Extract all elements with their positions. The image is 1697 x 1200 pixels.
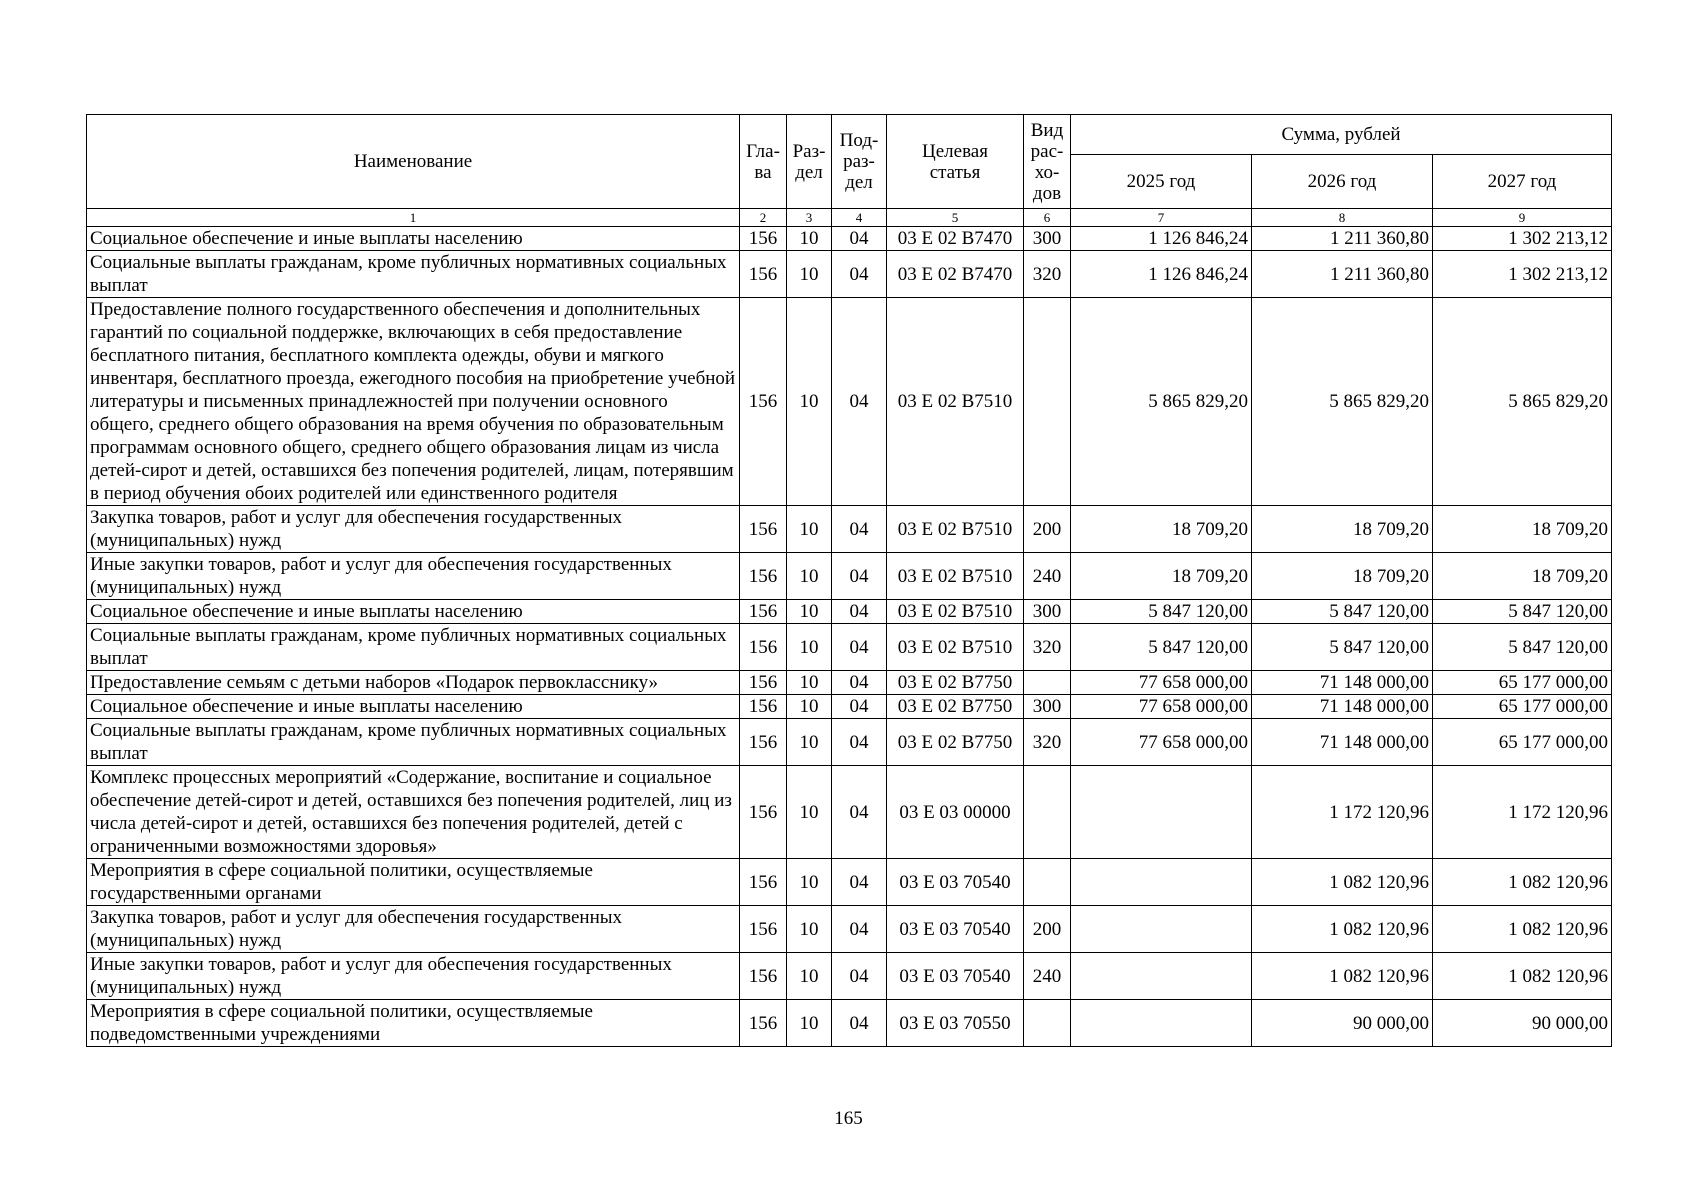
- row-celevaya-statya: 03 Е 02 В7510: [887, 600, 1024, 624]
- row-podrazdel: 04: [832, 695, 887, 719]
- row-name: Социальное обеспечение и иные выплаты населению: [87, 695, 740, 719]
- column-number: 8: [1252, 209, 1433, 227]
- row-razdel: 10: [787, 1000, 832, 1047]
- row-vid-rashodov: 200: [1024, 906, 1071, 953]
- header-razdel: Раз- дел: [787, 115, 832, 209]
- row-podrazdel: 04: [832, 719, 887, 766]
- row-sum-2027: 5 847 120,00: [1433, 600, 1612, 624]
- row-glava: 156: [740, 695, 787, 719]
- row-glava: 156: [740, 953, 787, 1000]
- row-name: Иные закупки товаров, работ и услуг для обеспечения государственных (муниципальных) нужд: [87, 953, 740, 1000]
- row-razdel: 10: [787, 695, 832, 719]
- row-podrazdel: 04: [832, 600, 887, 624]
- table-row: [87, 695, 1612, 719]
- row-razdel: 10: [787, 506, 832, 553]
- row-sum-2025: 77 658 000,00: [1071, 719, 1252, 766]
- row-name: Предоставление семьям с детьми наборов «Подарок первокласснику»: [87, 671, 740, 695]
- table-row: [87, 298, 1612, 506]
- row-glava: 156: [740, 719, 787, 766]
- row-vid-rashodov: [1024, 859, 1071, 906]
- row-celevaya-statya: 03 Е 02 В7510: [887, 624, 1024, 671]
- row-name: Социальное обеспечение и иные выплаты населению: [87, 227, 740, 251]
- row-sum-2027: 18 709,20: [1433, 553, 1612, 600]
- header-summa: Сумма, рублей: [1071, 115, 1612, 155]
- row-podrazdel: 04: [832, 1000, 887, 1047]
- row-sum-2027: 1 172 120,96: [1433, 766, 1612, 859]
- row-vid-rashodov: [1024, 671, 1071, 695]
- row-podrazdel: 04: [832, 251, 887, 298]
- row-sum-2025: [1071, 859, 1252, 906]
- row-sum-2025: 18 709,20: [1071, 553, 1252, 600]
- header-celevaya-statya: Целевая статья: [887, 115, 1024, 209]
- row-sum-2025: [1071, 1000, 1252, 1047]
- row-sum-2025: 1 126 846,24: [1071, 227, 1252, 251]
- row-glava: 156: [740, 251, 787, 298]
- row-celevaya-statya: 03 Е 02 В7470: [887, 251, 1024, 298]
- row-podrazdel: 04: [832, 906, 887, 953]
- row-sum-2027: 65 177 000,00: [1433, 695, 1612, 719]
- table-row: [87, 600, 1612, 624]
- row-sum-2026: 18 709,20: [1252, 506, 1433, 553]
- row-vid-rashodov: [1024, 298, 1071, 506]
- table-header: [87, 115, 1612, 227]
- row-razdel: 10: [787, 671, 832, 695]
- row-vid-rashodov: [1024, 766, 1071, 859]
- table-row: [87, 671, 1612, 695]
- row-celevaya-statya: 03 Е 02 В7510: [887, 298, 1024, 506]
- row-glava: 156: [740, 553, 787, 600]
- row-sum-2027: 1 082 120,96: [1433, 859, 1612, 906]
- row-glava: 156: [740, 506, 787, 553]
- header-year-2026: 2026 год: [1252, 155, 1433, 209]
- row-sum-2026: 1 211 360,80: [1252, 251, 1433, 298]
- row-sum-2027: 65 177 000,00: [1433, 719, 1612, 766]
- row-razdel: 10: [787, 298, 832, 506]
- column-numbers-row: [87, 209, 1612, 227]
- row-glava: 156: [740, 671, 787, 695]
- row-podrazdel: 04: [832, 298, 887, 506]
- row-celevaya-statya: 03 Е 03 70550: [887, 1000, 1024, 1047]
- row-razdel: 10: [787, 859, 832, 906]
- row-vid-rashodov: 300: [1024, 227, 1071, 251]
- page-number: 165: [834, 1108, 863, 1129]
- row-name: Социальные выплаты гражданам, кроме публичных нормативных социальных выплат: [87, 624, 740, 671]
- table-row: [87, 906, 1612, 953]
- header-name: Наименование: [87, 115, 740, 209]
- column-number: 9: [1433, 209, 1612, 227]
- table-row: [87, 719, 1612, 766]
- row-sum-2025: 18 709,20: [1071, 506, 1252, 553]
- row-sum-2025: [1071, 766, 1252, 859]
- row-vid-rashodov: [1024, 1000, 1071, 1047]
- row-sum-2026: 90 000,00: [1252, 1000, 1433, 1047]
- row-celevaya-statya: 03 Е 03 70540: [887, 906, 1024, 953]
- row-name: Социальное обеспечение и иные выплаты населению: [87, 600, 740, 624]
- row-name: Мероприятия в сфере социальной политики, осуществляемые государственными органами: [87, 859, 740, 906]
- row-vid-rashodov: 320: [1024, 624, 1071, 671]
- table-body: [87, 227, 1612, 1047]
- row-sum-2027: 1 302 213,12: [1433, 251, 1612, 298]
- column-number: 7: [1071, 209, 1252, 227]
- table-row: [87, 624, 1612, 671]
- row-sum-2025: [1071, 906, 1252, 953]
- row-glava: 156: [740, 906, 787, 953]
- row-sum-2026: 18 709,20: [1252, 553, 1433, 600]
- column-number: 2: [740, 209, 787, 227]
- header-year-2025: 2025 год: [1071, 155, 1252, 209]
- row-celevaya-statya: 03 Е 02 В7510: [887, 506, 1024, 553]
- row-sum-2025: [1071, 953, 1252, 1000]
- row-podrazdel: 04: [832, 227, 887, 251]
- row-podrazdel: 04: [832, 553, 887, 600]
- table-row: [87, 953, 1612, 1000]
- row-sum-2025: 1 126 846,24: [1071, 251, 1252, 298]
- table-row: [87, 766, 1612, 859]
- row-razdel: 10: [787, 553, 832, 600]
- row-glava: 156: [740, 1000, 787, 1047]
- row-sum-2026: 1 172 120,96: [1252, 766, 1433, 859]
- row-sum-2026: 1 082 120,96: [1252, 859, 1433, 906]
- row-podrazdel: 04: [832, 859, 887, 906]
- budget-table: [86, 114, 1612, 1047]
- row-razdel: 10: [787, 624, 832, 671]
- row-sum-2025: 77 658 000,00: [1071, 695, 1252, 719]
- row-celevaya-statya: 03 Е 02 В7750: [887, 719, 1024, 766]
- row-sum-2026: 1 082 120,96: [1252, 953, 1433, 1000]
- row-sum-2026: 1 211 360,80: [1252, 227, 1433, 251]
- row-name: Предоставление полного государственного обеспечения и дополнительных гарантий по социальной поддержке, включающих в себя предоставление бесплатного питания, бесплатного комплекта одежды, обуви и мягкого инвентаря, бесплатного проезда, ежегодного пособия на приобретение учебной литературы и письменных принадлежностей при получении основного общего, среднего общего образования на время обучения по образовательным программам основного общего, среднего общего образования лицам из числа детей-сирот и детей, оставшихся без попечения родителей, лицам, потерявшим в период обучения обоих родителей или единственного родителя: [87, 298, 740, 506]
- row-podrazdel: 04: [832, 953, 887, 1000]
- row-podrazdel: 04: [832, 506, 887, 553]
- row-glava: 156: [740, 766, 787, 859]
- row-podrazdel: 04: [832, 766, 887, 859]
- row-sum-2027: 1 302 213,12: [1433, 227, 1612, 251]
- row-vid-rashodov: 200: [1024, 506, 1071, 553]
- row-celevaya-statya: 03 Е 02 В7750: [887, 695, 1024, 719]
- table-row: [87, 251, 1612, 298]
- row-name: Мероприятия в сфере социальной политики, осуществляемые подведомственными учреждениями: [87, 1000, 740, 1047]
- row-sum-2027: 5 865 829,20: [1433, 298, 1612, 506]
- row-sum-2025: 5 847 120,00: [1071, 600, 1252, 624]
- row-vid-rashodov: 320: [1024, 719, 1071, 766]
- row-glava: 156: [740, 298, 787, 506]
- row-celevaya-statya: 03 Е 02 В7510: [887, 553, 1024, 600]
- row-sum-2027: 1 082 120,96: [1433, 906, 1612, 953]
- table-row: [87, 506, 1612, 553]
- row-celevaya-statya: 03 Е 02 В7750: [887, 671, 1024, 695]
- row-sum-2026: 5 865 829,20: [1252, 298, 1433, 506]
- header-podrazdel: Под- раз- дел: [832, 115, 887, 209]
- column-number: 1: [87, 209, 740, 227]
- row-sum-2026: 5 847 120,00: [1252, 624, 1433, 671]
- row-sum-2026: 71 148 000,00: [1252, 695, 1433, 719]
- column-number: 4: [832, 209, 887, 227]
- column-number: 6: [1024, 209, 1071, 227]
- column-number: 3: [787, 209, 832, 227]
- row-glava: 156: [740, 600, 787, 624]
- row-sum-2026: 71 148 000,00: [1252, 719, 1433, 766]
- row-razdel: 10: [787, 953, 832, 1000]
- table-row: [87, 859, 1612, 906]
- row-podrazdel: 04: [832, 624, 887, 671]
- row-name: Закупка товаров, работ и услуг для обеспечения государственных (муниципальных) нужд: [87, 906, 740, 953]
- row-razdel: 10: [787, 600, 832, 624]
- row-sum-2027: 90 000,00: [1433, 1000, 1612, 1047]
- row-vid-rashodov: 240: [1024, 953, 1071, 1000]
- header-glava: Гла- ва: [740, 115, 787, 209]
- row-sum-2026: 71 148 000,00: [1252, 671, 1433, 695]
- row-sum-2027: 1 082 120,96: [1433, 953, 1612, 1000]
- table-row: [87, 227, 1612, 251]
- row-celevaya-statya: 03 Е 03 70540: [887, 953, 1024, 1000]
- row-celevaya-statya: 03 Е 02 В7470: [887, 227, 1024, 251]
- row-sum-2026: 1 082 120,96: [1252, 906, 1433, 953]
- row-glava: 156: [740, 859, 787, 906]
- row-razdel: 10: [787, 719, 832, 766]
- header-year-2027: 2027 год: [1433, 155, 1612, 209]
- row-name: Комплекс процессных мероприятий «Содержание, воспитание и социальное обеспечение детей-сирот и детей, оставшихся без попечения родителей, лиц из числа детей-сирот и детей, оставшихся без попечения родителей, детей с ограниченными возможностями здоровья»: [87, 766, 740, 859]
- row-vid-rashodov: 240: [1024, 553, 1071, 600]
- row-name: Закупка товаров, работ и услуг для обеспечения государственных (муниципальных) нужд: [87, 506, 740, 553]
- header-vid-rashodov: Вид рас- хо- дов: [1024, 115, 1071, 209]
- row-razdel: 10: [787, 766, 832, 859]
- row-sum-2027: 18 709,20: [1433, 506, 1612, 553]
- column-number: 5: [887, 209, 1024, 227]
- row-sum-2025: 5 865 829,20: [1071, 298, 1252, 506]
- table-row: [87, 1000, 1612, 1047]
- row-name: Социальные выплаты гражданам, кроме публичных нормативных социальных выплат: [87, 719, 740, 766]
- row-sum-2026: 5 847 120,00: [1252, 600, 1433, 624]
- row-razdel: 10: [787, 906, 832, 953]
- row-glava: 156: [740, 624, 787, 671]
- row-podrazdel: 04: [832, 671, 887, 695]
- row-sum-2025: 5 847 120,00: [1071, 624, 1252, 671]
- row-name: Иные закупки товаров, работ и услуг для обеспечения государственных (муниципальных) нужд: [87, 553, 740, 600]
- row-razdel: 10: [787, 251, 832, 298]
- row-vid-rashodov: 300: [1024, 600, 1071, 624]
- row-razdel: 10: [787, 227, 832, 251]
- row-sum-2025: 77 658 000,00: [1071, 671, 1252, 695]
- row-celevaya-statya: 03 Е 03 70540: [887, 859, 1024, 906]
- row-vid-rashodov: 320: [1024, 251, 1071, 298]
- row-sum-2027: 65 177 000,00: [1433, 671, 1612, 695]
- row-celevaya-statya: 03 Е 03 00000: [887, 766, 1024, 859]
- row-vid-rashodov: 300: [1024, 695, 1071, 719]
- row-glava: 156: [740, 227, 787, 251]
- row-name: Социальные выплаты гражданам, кроме публичных нормативных социальных выплат: [87, 251, 740, 298]
- row-sum-2027: 5 847 120,00: [1433, 624, 1612, 671]
- table-row: [87, 553, 1612, 600]
